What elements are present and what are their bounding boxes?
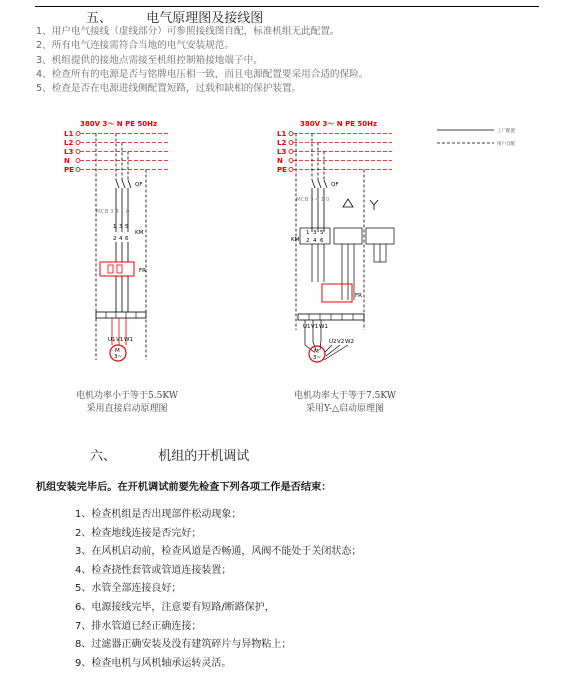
section6-checklist <box>75 506 361 673</box>
right-terminal-v2: V2 <box>337 339 345 345</box>
section6-heading <box>90 445 249 464</box>
left-fr-label: FR <box>139 268 146 274</box>
legend-dashed: 用户自配 <box>497 142 515 147</box>
check-item-7: 7、排水管道已经正确连接； <box>75 620 202 632</box>
left-line-l3: L3 <box>64 148 74 156</box>
note-5: 5、检查是否在电源进线侧配置短路，过载和缺相的保护装置。 <box>36 83 302 95</box>
right-km-label: KM <box>291 237 300 243</box>
left-terminal-u1: U1 <box>108 337 116 343</box>
left-line-pe: PE <box>64 166 74 174</box>
section5-title: 电气原理图及接线图 <box>146 11 264 26</box>
right-fr-label: FR <box>355 293 362 299</box>
section6-title: 机组的开机调试 <box>158 449 250 464</box>
diagram-left <box>64 120 170 361</box>
check-item-4: 4、检查挠性套管或管道连接装置； <box>75 564 232 576</box>
left-caption-line2: 采用直接启动原理图 <box>86 404 168 414</box>
left-line-l2: L2 <box>64 139 74 147</box>
left-motor-label: M <box>115 348 120 354</box>
left-caption-line1: 电机功率小于等于5.5KW <box>76 391 178 401</box>
left-caption <box>72 390 182 416</box>
right-line-l3: L3 <box>277 148 287 156</box>
delta-symbol <box>343 199 353 207</box>
check-item-5: 5、水管全部连接良好； <box>75 583 182 595</box>
note-3: 3、机组提供的接地点需接至机组控制箱接地端子中。 <box>36 54 263 66</box>
check-item-3: 3、在风机启动前，检查风道是否畅通，风阀不能处于关闭状态； <box>75 546 362 558</box>
right-motor-label: M <box>314 349 319 355</box>
right-terminal-w1: W1 <box>319 324 328 330</box>
right-terminal-w2: W2 <box>345 339 354 345</box>
left-mcb-label: MCB 3 4 1 0 <box>96 209 130 215</box>
check-item-9: 9、检查电机与风机轴承运转灵活。 <box>75 657 232 669</box>
right-terminal-u1: U1 <box>303 324 311 330</box>
right-line-l2: L2 <box>277 139 287 147</box>
left-contact-5: 5 <box>125 224 129 230</box>
note-1: 1、用户电气接线（虚线部分）可参照接线图自配，标准机组无此配置。 <box>36 26 340 37</box>
left-line-l1: L1 <box>64 130 74 138</box>
left-qf-label: QF <box>135 182 143 188</box>
right-line-pe: PE <box>277 166 287 174</box>
left-contact-1: 1 <box>113 224 117 230</box>
diagram-right <box>277 120 394 362</box>
left-km-label: KM <box>135 230 144 236</box>
right-contact-2: 2 <box>306 238 310 244</box>
note-4: 4、检查所有的电源是否与铭牌电压相一致，而且电源配置要采用合适的保险。 <box>36 68 369 80</box>
right-caption-line2: 采用Y-△启动原理图 <box>306 404 384 414</box>
left-line-n: N <box>64 157 70 165</box>
note-2: 2、所有电气连接需符合当地的电气安装规范。 <box>36 40 234 52</box>
right-mcb-label: MCB 3 4 1 0 <box>296 197 330 203</box>
right-motor-sub: 3~ <box>313 355 322 361</box>
star-symbol <box>370 200 378 210</box>
left-contact-2: 2 <box>113 236 117 242</box>
right-caption <box>285 390 405 416</box>
right-contact-3: 3 <box>313 230 317 236</box>
right-contact-5: 5 <box>320 230 324 236</box>
section6-intro: 机组安装完毕后。在开机调试前要先检查下列各项工作是否结束： <box>36 482 332 493</box>
left-terminal-v1: V1 <box>116 337 124 343</box>
left-supply-label: 380V 3～ N PE 50Hz <box>80 120 158 128</box>
left-contact-3: 3 <box>119 224 123 230</box>
section5-number: 五、 <box>86 11 113 26</box>
section6-number: 六、 <box>90 449 117 464</box>
right-line-n: N <box>277 157 283 165</box>
right-qf-label: QF <box>331 182 339 188</box>
check-item-2: 2、检查地线连接是否完好； <box>75 527 202 539</box>
left-contact-6: 6 <box>125 236 129 242</box>
right-contact-4: 4 <box>313 238 317 244</box>
left-contact-4: 4 <box>119 236 123 242</box>
legend-solid: 工厂配置 <box>497 129 515 134</box>
legend <box>437 127 515 147</box>
right-line-l1: L1 <box>277 130 287 138</box>
check-item-6: 6、电源接线完毕，注意要有短路/断路保护， <box>75 601 275 613</box>
check-item-1: 1、检查机组是否出现部件松动现象； <box>75 509 242 520</box>
left-motor-sub: 3~ <box>114 354 123 360</box>
right-terminal-u2: U2 <box>329 339 337 345</box>
right-supply-label: 380V 3～ N PE 50Hz <box>300 120 378 128</box>
right-terminal-v1: V1 <box>311 324 319 330</box>
left-terminal-w1: W1 <box>124 337 133 343</box>
right-contact-1: 1 <box>306 230 310 236</box>
right-caption-line1: 电机功率大于等于7.5KW <box>294 391 396 401</box>
right-contact-6: 6 <box>320 238 324 244</box>
check-item-8: 8、过滤器正确安装及没有建筑碎片与异物粘上； <box>75 639 292 651</box>
